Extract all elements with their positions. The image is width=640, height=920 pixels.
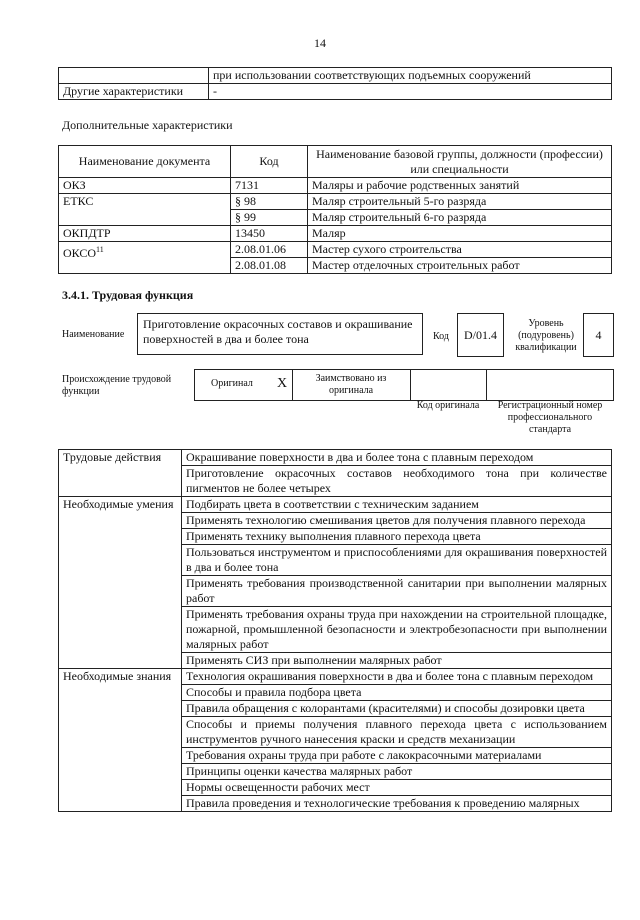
table-row: [59, 497, 612, 513]
section-item: Способы и правила подбора цвета: [182, 685, 612, 701]
row-label: Другие характеристики: [59, 84, 209, 100]
cell-doc: ОКЗ: [59, 178, 231, 194]
table-row: [59, 84, 612, 100]
origin-box: [194, 369, 614, 401]
table-row: [59, 450, 612, 466]
section-item: Подбирать цвета в соответствии с техническим заданием: [182, 497, 612, 513]
name-label: Наименование: [62, 329, 125, 340]
code-original-label: Код оригинала: [416, 400, 480, 411]
section-item: Способы и приемы получения плавного перехода цвета с использованием инструментов ручного нанесения краски и средств механизации: [182, 717, 612, 748]
section-item: Применять требования производственной санитарии при выполнении малярных работ: [182, 576, 612, 607]
section-item: Применять технологию смешивания цветов для получения плавного перехода: [182, 513, 612, 529]
section-item: Правила проведения и технологические требования к проведению малярных: [182, 796, 612, 812]
function-name-box: Приготовление окрасочных составов и окрашивание поверхностей в два и более тона: [137, 313, 423, 355]
additional-characteristics-table: [58, 145, 612, 274]
section-item: Окрашивание поверхности в два и более тона с плавным переходом: [182, 450, 612, 466]
cell-code: 7131: [231, 178, 308, 194]
row-label: [59, 68, 209, 84]
table-row: [59, 194, 612, 210]
table-row: [59, 178, 612, 194]
header-doc: Наименование документа: [59, 146, 231, 178]
code-label: Код: [433, 331, 449, 342]
cell-code: 2.08.01.06: [231, 242, 308, 258]
borrowed-label: Заимствовано из оригинала: [315, 373, 387, 396]
section-item: Пользоваться инструментом и приспособлениями для окрашивания поверхностей в два и более тона: [182, 545, 612, 576]
cell-code: 13450: [231, 226, 308, 242]
section-item: Приготовление окрасочных составов необходимого тона при количестве пигментов не более четырех: [182, 466, 612, 497]
cell-doc: [59, 242, 231, 274]
table-header-row: [59, 146, 612, 178]
level-box: 4: [583, 313, 614, 357]
section-item: Применять технику выполнения плавного перехода цвета: [182, 529, 612, 545]
divider: [410, 370, 411, 400]
section-label: Необходимые умения: [59, 497, 182, 669]
cell-name: Маляры и рабочие родственных занятий: [308, 178, 612, 194]
cell-name: Маляр строительный 6-го разряда: [308, 210, 612, 226]
cell-name: Мастер отделочных строительных работ: [308, 258, 612, 274]
section-item: Применять СИЗ при выполнении малярных работ: [182, 653, 612, 669]
section-item: Правила обращения с колорантами (красителями) и способы дозировки цвета: [182, 701, 612, 717]
header-code: Код: [231, 146, 308, 178]
section-item: Нормы освещенности рабочих мест: [182, 780, 612, 796]
additional-title: Дополнительные характеристики: [62, 118, 233, 132]
top-characteristics-table: [58, 67, 612, 100]
section-item: Требования охраны труда при работе с лакокрасочными материалами: [182, 748, 612, 764]
origin-label: Происхождение трудовой функции: [62, 374, 172, 397]
registration-label: Регистрационный номер профессионального стандарта: [497, 400, 603, 435]
divider: [292, 370, 293, 400]
cell-doc: ЕТКС: [59, 194, 231, 226]
cell-name: Мастер сухого строительства: [308, 242, 612, 258]
table-row: [59, 669, 612, 685]
doc-name: ОКСО: [63, 246, 97, 260]
cell-code: § 98: [231, 194, 308, 210]
table-row: [59, 242, 612, 258]
table-row: [59, 226, 612, 242]
cell-name: Маляр: [308, 226, 612, 242]
section-item: Принципы оценки качества малярных работ: [182, 764, 612, 780]
header-name: Наименование базовой группы, должности (профессии) или специальности: [308, 146, 612, 178]
page-number: 14: [314, 36, 326, 50]
section-label: Трудовые действия: [59, 450, 182, 497]
original-label: Оригинал: [211, 378, 253, 389]
function-heading: 3.4.1. Трудовая функция: [62, 288, 194, 302]
section-item: Технология окрашивания поверхности в два и более тона с плавным переходом: [182, 669, 612, 685]
table-row: [59, 68, 612, 84]
labor-function-table: [58, 449, 612, 812]
row-value: при использовании соответствующих подъемных сооружений: [209, 68, 612, 84]
section-label: Необходимые знания: [59, 669, 182, 812]
footnote-mark: 11: [96, 245, 104, 254]
cell-code: 2.08.01.08: [231, 258, 308, 274]
level-label: Уровень (подуровень) квалификации: [515, 318, 577, 353]
cell-code: § 99: [231, 210, 308, 226]
divider: [486, 370, 487, 400]
function-code-box: D/01.4: [457, 313, 504, 357]
cell-name: Маляр строительный 5-го разряда: [308, 194, 612, 210]
row-value: -: [209, 84, 612, 100]
section-item: Применять требования охраны труда при нахождении на строительной площадке, пожарной, промышленной безопасности и электробезопасности при выполнении малярных работ: [182, 607, 612, 653]
original-mark: X: [277, 376, 288, 391]
cell-doc: ОКПДТР: [59, 226, 231, 242]
